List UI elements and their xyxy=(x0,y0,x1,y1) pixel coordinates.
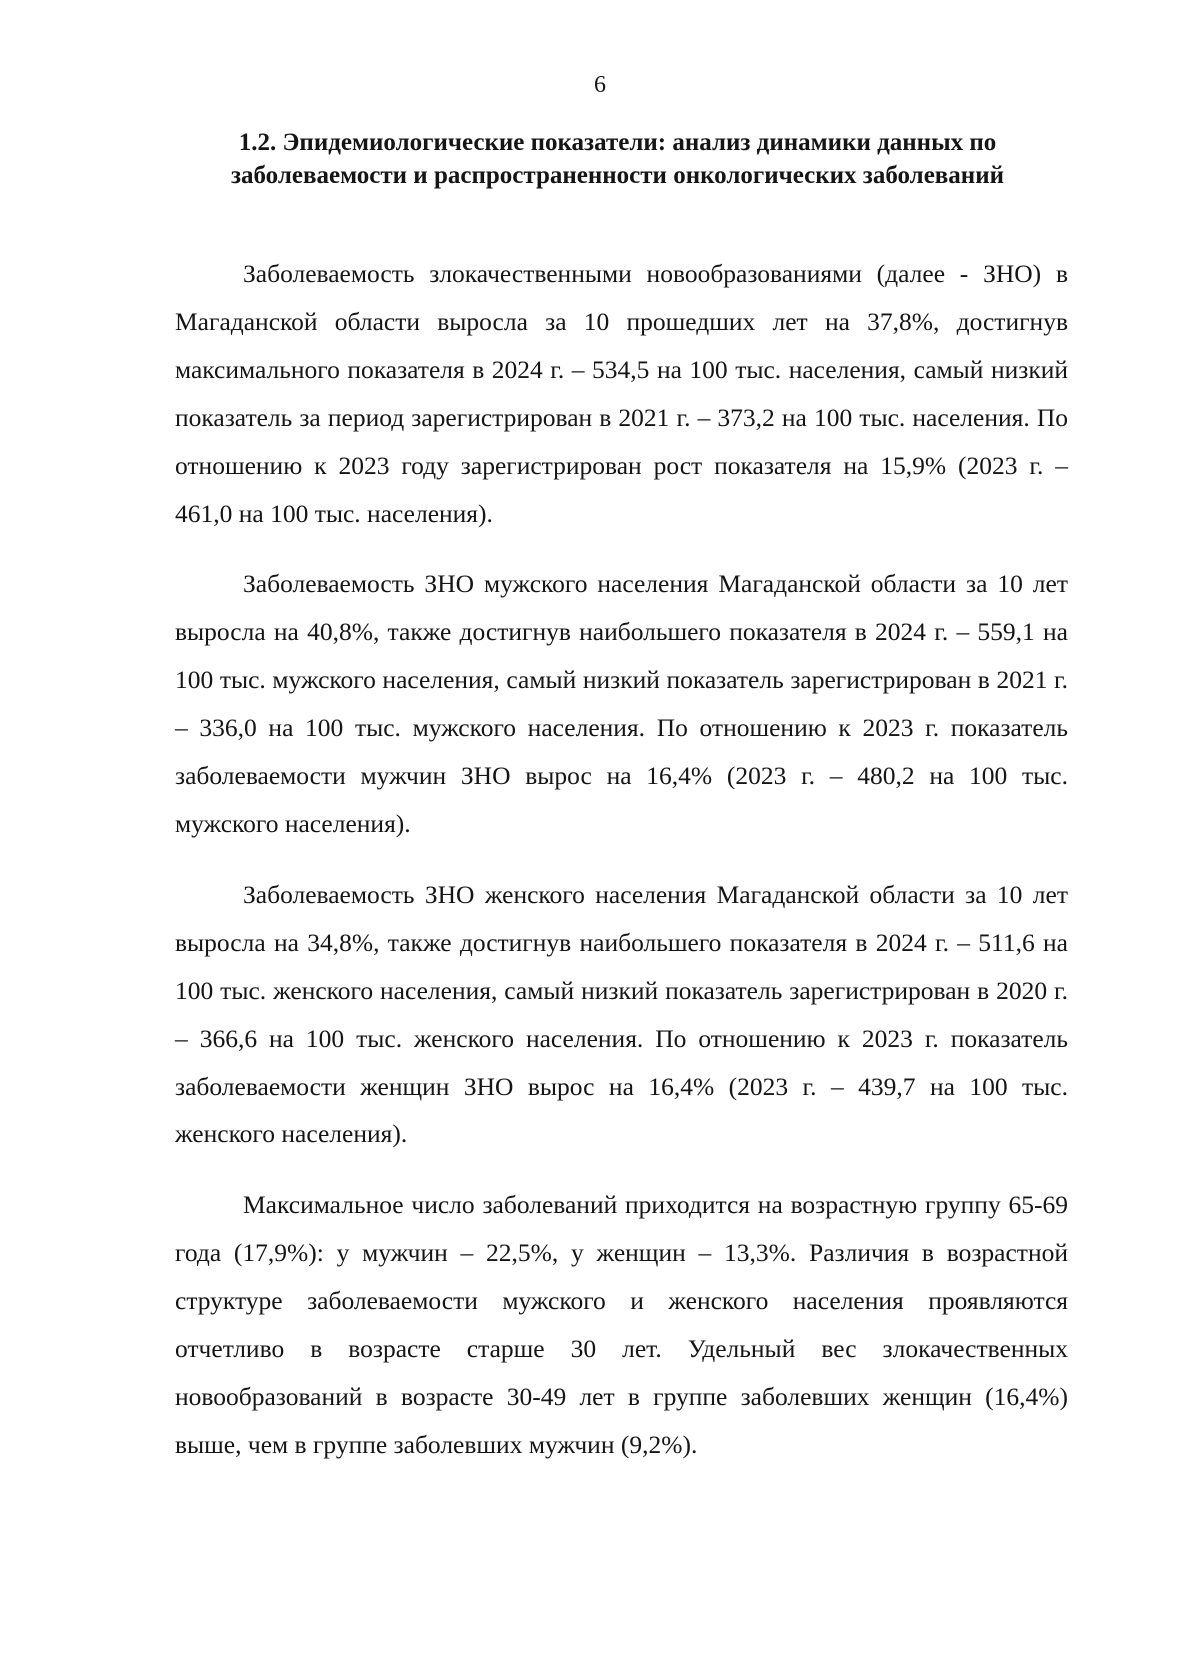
paragraph-male-incidence: Заболеваемость ЗНО мужского населения Магаданской области за 10 лет выросла на 40,8%, также достигнув наибольшего показателя в 2024 г. – 559,1 на 100 тыс. мужского населения, самый низкий показатель зарегистрирован в 2021 г. – 336,0 на 100 тыс. мужского населения. По отношению к 2023 г. показатель заболеваемости мужчин ЗНО вырос на 16,4% (2023 г. – 480,2 на 100 тыс. мужского населения). xyxy=(175,569,1068,838)
paragraph-age-structure: Максимальное число заболеваний приходится на возрастную группу 65-69 года (17,9%): у мужчин – 22,5%, у женщин – 13,3%. Различия в возрастной структуре заболеваемости мужского и женского населения проявляются отчетливо в возрасте старше 30 лет. Удельный вес злокачественных новообразований в возрасте 30-49 лет в группе заболевших женщин (16,4%) выше, чем в группе заболевших мужчин (9,2%). xyxy=(175,1190,1068,1459)
section-heading: 1.2. Эпидемиологические показатели: анализ динамики данных по заболеваемости и распространенности онкологических заболеваний xyxy=(230,129,1005,189)
document-body xyxy=(175,250,1068,1492)
page-number: 6 xyxy=(594,72,606,98)
paragraph-female-incidence: Заболеваемость ЗНО женского населения Магаданской области за 10 лет выросла на 34,8%, также достигнув наибольшего показателя в 2024 г. – 511,6 на 100 тыс. женского населения, самый низкий показатель зарегистрирован в 2020 г. – 366,6 на 100 тыс. женского населения. По отношению к 2023 г. показатель заболеваемости женщин ЗНО вырос на 16,4% (2023 г. – 439,7 на 100 тыс. женского населения). xyxy=(175,879,1068,1149)
paragraph-overall-incidence: Заболеваемость злокачественными новообразованиями (далее - ЗНО) в Магаданской области выросла за 10 прошедших лет на 37,8%, достигнув максимального показателя в 2024 г. – 534,5 на 100 тыс. населения, самый низкий показатель за период зарегистрирован в 2021 г. – 373,2 на 100 тыс. населения. По отношению к 2023 году зарегистрирован рост показателя на 15,9% (2023 г. – 461,0 на 100 тыс. населения). xyxy=(175,259,1068,528)
